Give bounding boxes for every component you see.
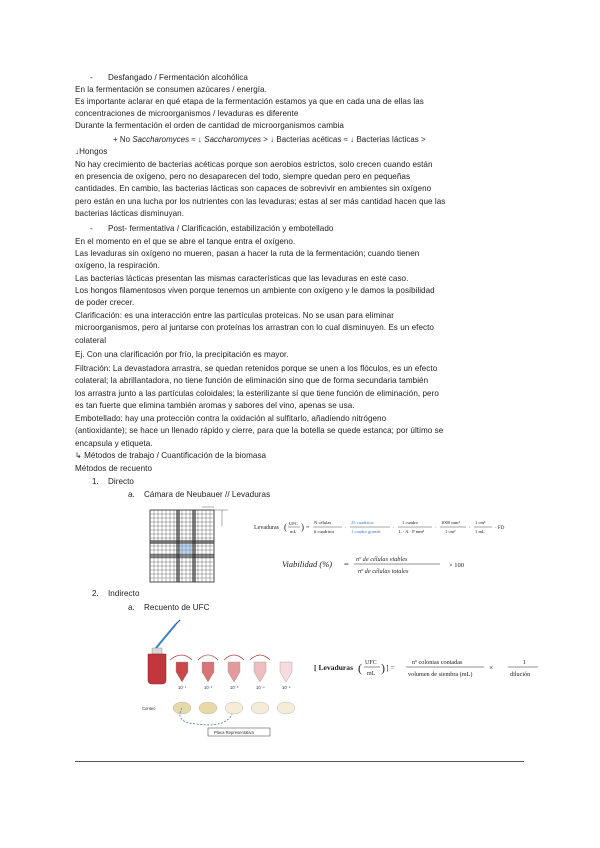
ufc-formula — [312, 652, 547, 684]
text-line: de poder crecer. — [75, 298, 135, 307]
dilution-tube — [202, 662, 214, 682]
saccharomyces-term: Saccharomyces — [132, 135, 190, 144]
section-heading-desfangado: Desfangado / Fermentación alcohólica — [108, 73, 248, 82]
text-line: colateral; la abrillantadora, no tiene función de eliminación sino que de forma secundaria también — [75, 376, 429, 385]
dilution-tube — [228, 662, 240, 682]
frac4-bottom: 1 cm³ — [445, 529, 456, 534]
list-item-ufc: Recuento de UFC — [144, 603, 210, 612]
formula-tail: · FD — [495, 526, 505, 531]
petri-plate — [251, 702, 269, 714]
serial-dilution-figure — [140, 618, 305, 738]
microorganism-order-line — [113, 135, 573, 145]
ufc-equals: ] = — [386, 663, 395, 672]
text-line: En el momento en el que se abre el tanque entra el oxígeno. — [75, 237, 296, 246]
paren: ) — [381, 661, 385, 675]
text-line: (antioxidante); se hace un llenado rápido y cierre, para que la botella se quede estanca; por último se — [75, 426, 444, 435]
ufc-times: × — [489, 663, 494, 672]
frac2-top: 25 cuadritos — [351, 520, 374, 525]
text-line: Los hongos filamentosos viven porque tenemos un ambiente con oxígeno y le damos la posibilidad — [75, 286, 435, 295]
text-line: microorganismos, pero al juntarse con proteínas los arrastran con lo cual disminuyen. Es un efecto — [75, 323, 434, 332]
section-heading-post-fermentativa: Post- fermentativa / Clarificación, estabilización y embotellado — [108, 224, 334, 233]
tube-label: 10⁻³ — [230, 685, 239, 690]
text-line: Las bacterias lácticas presentan las mismas características que las levaduras en este caso. — [75, 274, 409, 283]
dilution-tube — [176, 662, 188, 682]
frac5-top: 1 cm³ — [475, 520, 486, 525]
ufc-unit-top: UFC — [365, 660, 377, 666]
list-number: 1. — [92, 477, 99, 486]
ufc-factor-top: 1 — [523, 659, 527, 666]
neubauer-grid-figure — [148, 506, 230, 584]
text-line: En la fermentación se consumen azúcares / energía. — [75, 85, 267, 94]
text-line: No hay crecimiento de bacterias acéticas porque son aerobios estrictos, solo crecen cuando están — [75, 160, 433, 169]
order-mid: ≈ ↓ — [189, 135, 205, 144]
bullet-dash: - — [90, 224, 93, 233]
petri-plate — [225, 702, 243, 714]
tube-label: 10⁻⁴ — [256, 685, 265, 690]
neubauer-formula — [252, 513, 544, 541]
viabilidad-tail: × 100 — [449, 562, 465, 569]
text-line: oxígeno, la respiración. — [75, 261, 160, 270]
saccharomyces-term: Saccharomyces — [204, 135, 262, 144]
list-item-neubauer: Cámara de Neubauer // Levaduras — [144, 490, 271, 499]
frac3-top: 1 cuadro — [402, 520, 418, 525]
order-line-continuation: ↓Hongos — [75, 147, 108, 156]
ufc-lhs: [ Levaduras — [314, 663, 354, 672]
order-prefix: + No — [113, 135, 133, 144]
text-line: Es importante aclarar en qué etapa de la fermentación estamos ya que en cada una de ellas las — [75, 97, 424, 106]
frac5-bottom: 1 mL — [475, 529, 485, 534]
ufc-numerator: nº colonias contadas — [412, 659, 463, 666]
paren: ( — [358, 661, 362, 675]
tube-label: 10⁻⁵ — [282, 685, 291, 690]
tube-label: 10⁻² — [204, 685, 213, 690]
dilution-tube — [254, 662, 266, 682]
text-line: Ej. Con una clarificación por frío, la precipitación es mayor. — [75, 350, 289, 359]
text-line: colateral — [75, 336, 107, 345]
viabilidad-formula — [280, 550, 500, 580]
frac1-bottom: # cuadritos — [314, 529, 335, 534]
conteo-label: Conteo — [142, 706, 156, 711]
equals: = — [344, 559, 349, 569]
petri-plate — [277, 702, 295, 714]
text-line: pero están en una lucha por los nutrientes con las levaduras; estas al ser más cantidad hacen que las — [75, 197, 446, 206]
page-footer-rule — [75, 761, 524, 762]
list-letter: a. — [128, 490, 135, 499]
pipette-icon — [156, 620, 180, 648]
times: · — [345, 526, 347, 531]
times: · — [469, 526, 471, 531]
dilution-tube — [280, 662, 292, 682]
petri-plate — [199, 702, 217, 714]
unit-top: UFC — [289, 521, 298, 526]
paren: ( — [284, 522, 287, 532]
list-number: 2. — [92, 589, 99, 598]
times: · — [435, 526, 437, 531]
viabilidad-numerator: nº de células viables — [356, 556, 408, 563]
text-line: encapsula y etiqueta. — [75, 439, 153, 448]
viabilidad-lhs: Viabilidad (%) — [282, 559, 333, 569]
text-line: Las levaduras sin oxígeno no mueren, pasan a hacer la ruta de la fermentación; cuando tienen — [75, 249, 420, 258]
text-line: Clarificación: es una interacción entre las partículas proteicas. No se usan para eliminar — [75, 311, 394, 320]
ufc-unit-bottom: mL — [367, 671, 376, 677]
text-line: Durante la fermentación el orden de cantidad de microorganismos cambia — [75, 121, 344, 130]
text-line: bacterias lácticas disminuyan. — [75, 209, 185, 218]
times: · — [393, 526, 395, 531]
equals: = — [306, 525, 310, 531]
metodos-trabajo-line: ↳ Métodos de trabajo / Cuantificación de la biomasa — [75, 451, 267, 460]
ufc-factor-bottom: dilución — [510, 671, 531, 678]
order-rest: > ↓ Bacterias acéticas ≈ ↓ Bacterias lácticas > — [261, 135, 426, 144]
ufc-denominator: volumen de siembra (mL) — [408, 671, 473, 678]
text-line: Filtración: La devastadora arrastra, se quedan retenidos porque se unen a los flóculos, es un efecto — [75, 364, 438, 373]
formula-lhs: Levaduras — [254, 525, 279, 531]
recuento-title: Métodos de recuento — [75, 464, 152, 473]
frac1-top: N células — [314, 520, 332, 525]
placa-representativa-label: Placa Representativa — [214, 730, 254, 735]
text-line: en presencia de oxígeno, pero no desaparecen del todo, siempre quedan pero en pequeñas — [75, 172, 411, 181]
text-line: es tan fuerte que elimina también aromas y sabores del vino, apenas se usa. — [75, 401, 355, 410]
list-letter: a. — [128, 603, 135, 612]
text-line: Embotellado: hay una protección contra la oxidación al sulfitarlo, añadiendo nitrógeno — [75, 414, 387, 423]
bullet-dash: - — [90, 73, 93, 82]
list-item-indirecto: Indirecto — [108, 589, 140, 598]
text-line: los arrastra junto a las partículas coloidales; la esterilizante sí que tiene función de eliminación, pero — [75, 389, 439, 398]
tube-label: 10⁻¹ — [178, 685, 187, 690]
frac4-top: 1000 mm³ — [441, 520, 460, 525]
unit-bottom: mL — [290, 529, 297, 534]
stock-bottle-icon — [148, 648, 166, 684]
paren: ) — [301, 522, 304, 532]
text-line: concentraciones de microorganismos / levaduras es diferente — [75, 109, 299, 118]
frac3-bottom: L · A · P mm³ — [399, 529, 425, 534]
text-line: cantidades. En cambio, las bacterias lácticas son capaces de sobrevivir en ambientes sin oxígeno — [75, 184, 432, 193]
list-item-directo: Directo — [108, 477, 134, 486]
viabilidad-denominator: nº de células totales — [358, 568, 409, 575]
frac2-bottom: 1 cuadro grande — [351, 529, 381, 534]
